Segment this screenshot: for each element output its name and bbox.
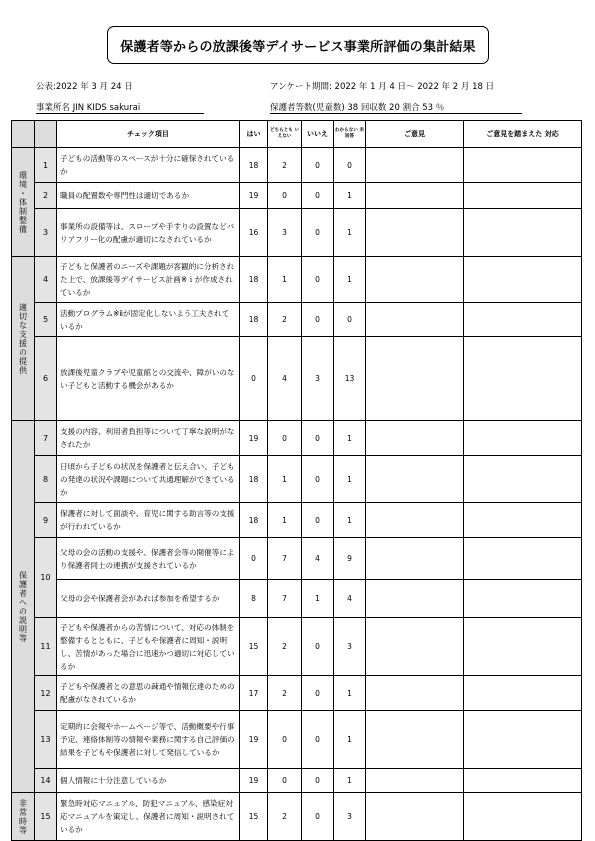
unknown-count: 1 [334, 421, 366, 456]
response-cell [464, 711, 582, 769]
section-header [12, 121, 35, 148]
table-row [12, 711, 582, 769]
check-item-text: 子どもや保護者との意思の疎通や情報伝達のための配慮がなされているか [57, 676, 240, 711]
response-cell [464, 209, 582, 257]
neither-count: 1 [268, 257, 302, 303]
neither-count: 4 [268, 337, 302, 421]
table-row [12, 421, 582, 456]
no-count: 0 [302, 148, 334, 183]
section-label-environment: 環境・体制整備 [12, 148, 35, 257]
respondent-counts: 保護者等数(児童数) 38 回収数 20 割合 53 ％ [270, 101, 522, 114]
response-header: ご意見を踏まえた 対応 [464, 121, 582, 148]
unknown-count: 1 [334, 676, 366, 711]
response-cell [464, 676, 582, 711]
row-number: 9 [35, 503, 57, 538]
neither-count: 2 [268, 303, 302, 337]
row-number: 15 [35, 793, 57, 841]
yes-count: 0 [240, 538, 268, 580]
row-number: 13 [35, 711, 57, 769]
facility-name: 事業所名 JIN KIDS sakurai [36, 101, 204, 114]
check-item-header: チェック項目 [57, 121, 240, 148]
response-cell [464, 503, 582, 538]
response-cell [464, 538, 582, 580]
no-count: 0 [302, 793, 334, 841]
document-title: 保護者等からの放課後等デイサービス事業所評価の集計結果 [107, 26, 489, 64]
table-row [12, 303, 582, 337]
response-cell [464, 421, 582, 456]
neither-count: 0 [268, 421, 302, 456]
no-count: 0 [302, 676, 334, 711]
yes-count: 19 [240, 421, 268, 456]
table-row [12, 676, 582, 711]
header-row [12, 121, 582, 148]
row-number: 8 [35, 456, 57, 503]
unknown-count: 0 [334, 303, 366, 337]
section-label-parents: 保護者への説明等 [12, 421, 35, 793]
opinion-cell [366, 769, 464, 793]
row-number: 3 [35, 209, 57, 257]
opinion-cell [366, 793, 464, 841]
no-count: 0 [302, 183, 334, 209]
section-label-support: 適切な支援の提供 [12, 257, 35, 421]
neither-count: 3 [268, 209, 302, 257]
opinion-cell [366, 580, 464, 618]
check-item-text: 活動プログラム※ⅱが固定化しないよう工夫されているか [57, 303, 240, 337]
table-row [12, 257, 582, 303]
unknown-count: 1 [334, 257, 366, 303]
table-row [12, 793, 582, 841]
table-row [12, 456, 582, 503]
unknown-count: 13 [334, 337, 366, 421]
check-item-text: 保護者に対して面談や、育児に関する助言等の支援が行われているか [57, 503, 240, 538]
response-cell [464, 456, 582, 503]
check-item-text: 職員の配置数や専門性は適切であるか [57, 183, 240, 209]
no-header: いいえ [302, 121, 334, 148]
table-row [12, 538, 582, 580]
response-cell [464, 769, 582, 793]
no-count: 0 [302, 711, 334, 769]
response-cell [464, 183, 582, 209]
neither-count: 1 [268, 503, 302, 538]
no-count: 0 [302, 257, 334, 303]
yes-header: はい [240, 121, 268, 148]
evaluation-table [11, 120, 582, 841]
row-number: 5 [35, 303, 57, 337]
yes-count: 16 [240, 209, 268, 257]
row-number: 14 [35, 769, 57, 793]
check-item-text: 緊急時対応マニュアル、防犯マニュアル、感染症対応マニュアルを策定し、保護者に周知・説明されているか [57, 793, 240, 841]
unknown-header: わからない 未回答 [334, 121, 366, 148]
response-cell [464, 148, 582, 183]
row-number: 10 [35, 538, 57, 618]
opinion-cell [366, 183, 464, 209]
row-number: 2 [35, 183, 57, 209]
table-row [12, 580, 582, 618]
unknown-count: 3 [334, 618, 366, 676]
check-item-text: 放課後児童クラブや児童館との交流や、障がいのない子どもと活動する機会があるか [57, 337, 240, 421]
opinion-header: ご意見 [366, 121, 464, 148]
yes-count: 19 [240, 183, 268, 209]
yes-count: 18 [240, 257, 268, 303]
yes-count: 18 [240, 148, 268, 183]
check-item-text: 個人情報に十分注意しているか [57, 769, 240, 793]
neither-count: 7 [268, 580, 302, 618]
check-item-text: 父母の会や保護者会があれば参加を希望するか [57, 580, 240, 618]
yes-count: 18 [240, 503, 268, 538]
check-item-text: 支援の内容、利用者負担等について丁寧な説明がなされたか [57, 421, 240, 456]
check-item-text: 日頃から子どもの状況を保護者と伝え合い、子どもの発達の状況や課題について共通理解ができているか [57, 456, 240, 503]
table-row [12, 503, 582, 538]
neither-count: 0 [268, 769, 302, 793]
survey-period: アンケート期間: 2022 年 1 月 4 日～ 2022 年 2 月 18 日 [270, 82, 495, 92]
opinion-cell [366, 337, 464, 421]
no-count: 3 [302, 337, 334, 421]
table-row [12, 618, 582, 676]
no-count: 4 [302, 538, 334, 580]
yes-count: 15 [240, 793, 268, 841]
response-cell [464, 618, 582, 676]
neither-count: 2 [268, 676, 302, 711]
neither-count: 2 [268, 793, 302, 841]
yes-count: 19 [240, 769, 268, 793]
check-item-text: 子どもの活動等のスペースが十分に確保されているか [57, 148, 240, 183]
unknown-count: 9 [334, 538, 366, 580]
neither-count: 2 [268, 618, 302, 676]
yes-count: 15 [240, 618, 268, 676]
unknown-count: 1 [334, 503, 366, 538]
opinion-cell [366, 711, 464, 769]
unknown-count: 4 [334, 580, 366, 618]
table-row [12, 209, 582, 257]
no-count: 0 [302, 618, 334, 676]
table-row [12, 337, 582, 421]
opinion-cell [366, 676, 464, 711]
yes-count: 18 [240, 456, 268, 503]
neither-count: 7 [268, 538, 302, 580]
unknown-count: 3 [334, 793, 366, 841]
unknown-count: 1 [334, 456, 366, 503]
response-cell [464, 580, 582, 618]
no-count: 1 [302, 580, 334, 618]
opinion-cell [366, 148, 464, 183]
yes-count: 8 [240, 580, 268, 618]
neither-count: 0 [268, 183, 302, 209]
row-number: 6 [35, 337, 57, 421]
check-item-text: 事業所の設備等は、スロープや手すりの設置などバリアフリー化の配慮が適切になされているか [57, 209, 240, 257]
opinion-cell [366, 618, 464, 676]
neither-header: どちらとも いえない [268, 121, 302, 148]
opinion-cell [366, 257, 464, 303]
table-row [12, 769, 582, 793]
yes-count: 17 [240, 676, 268, 711]
unknown-count: 1 [334, 183, 366, 209]
check-item-text: 定期的に会報やホームページ等で、活動概要や行事予定、連絡体制等の情報や業務に関する自己評価の結果を子どもや保護者に対して発信しているか [57, 711, 240, 769]
neither-count: 1 [268, 456, 302, 503]
yes-count: 18 [240, 303, 268, 337]
opinion-cell [366, 503, 464, 538]
check-item-text: 子どもと保護者のニーズや課題が客観的に分析された上で、放課後等デイサービス計画※ｉが作成されているか [57, 257, 240, 303]
unknown-count: 1 [334, 711, 366, 769]
check-item-text: 子どもや保護者からの苦情について、対応の体制を整備するとともに、子どもや保護者に周知・説明し、苦情があった場合に迅速かつ適切に対応しているか [57, 618, 240, 676]
unknown-count: 0 [334, 148, 366, 183]
response-cell [464, 793, 582, 841]
row-number: 4 [35, 257, 57, 303]
unknown-count: 1 [334, 209, 366, 257]
response-cell [464, 257, 582, 303]
number-header [35, 121, 57, 148]
yes-count: 19 [240, 711, 268, 769]
neither-count: 0 [268, 711, 302, 769]
table-row [12, 148, 582, 183]
neither-count: 2 [268, 148, 302, 183]
no-count: 0 [302, 503, 334, 538]
opinion-cell [366, 209, 464, 257]
yes-count: 0 [240, 337, 268, 421]
no-count: 0 [302, 209, 334, 257]
section-label-emergency: 非常時等 [12, 793, 35, 841]
unknown-count: 1 [334, 769, 366, 793]
row-number: 11 [35, 618, 57, 676]
opinion-cell [366, 456, 464, 503]
response-cell [464, 303, 582, 337]
no-count: 0 [302, 421, 334, 456]
row-number: 1 [35, 148, 57, 183]
opinion-cell [366, 421, 464, 456]
no-count: 0 [302, 456, 334, 503]
published-date: 公表:2022 年 3 月 24 日 [36, 82, 133, 92]
no-count: 0 [302, 303, 334, 337]
row-number: 7 [35, 421, 57, 456]
opinion-cell [366, 303, 464, 337]
table-row [12, 183, 582, 209]
row-number: 12 [35, 676, 57, 711]
check-item-text: 父母の会の活動の支援や、保護者会等の開催等により保護者同士の連携が支援されているか [57, 538, 240, 580]
response-cell [464, 337, 582, 421]
opinion-cell [366, 538, 464, 580]
no-count: 0 [302, 769, 334, 793]
